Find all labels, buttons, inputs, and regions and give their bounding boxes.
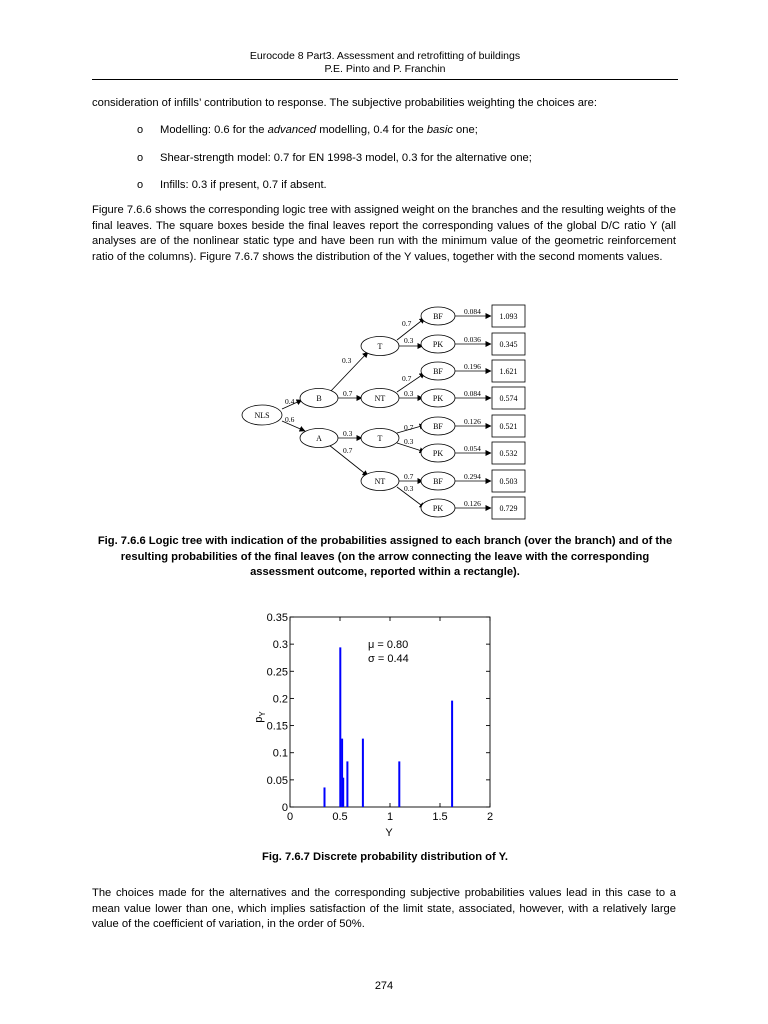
leaf-value: 0.503: [499, 477, 518, 486]
y-tick-label: 0.3: [272, 639, 288, 652]
branch-prob: 0.3: [404, 389, 414, 398]
page-number: 274: [374, 980, 394, 992]
bullet-marker: o: [137, 179, 144, 191]
leaf-probability: 0.036: [464, 335, 481, 344]
node-label: PK: [432, 449, 444, 458]
branch-prob: 0.3: [404, 336, 414, 345]
leaf-probability: 0.294: [464, 472, 481, 481]
leaf-value: 0.574: [499, 394, 518, 403]
branch-prob: 0.7: [404, 472, 414, 481]
conclusion-paragraph: The choices made for the alternatives and the corresponding subjective probabilities values lead in this case to a mean value lower than one, which implies satisfaction of the limit state, associated, however, with a relatively large value of the coefficient of variation, in the order of 50%.: [92, 887, 676, 930]
leaf-value: 0.521: [499, 422, 518, 431]
header-title: Eurocode 8 Part3. Assessment and retrofitting of buildings: [249, 50, 521, 62]
branch-prob: 0.7: [404, 423, 414, 432]
leaf-value: 0.729: [499, 504, 518, 513]
y-axis-label: [253, 711, 267, 723]
branch-prob: 0.4: [285, 397, 295, 406]
y-axis-label-main: p: [253, 716, 265, 723]
node-label: NT: [374, 394, 386, 403]
branch-prob: 0.7: [343, 446, 353, 455]
leaf-probability: 0.084: [464, 307, 481, 316]
leaf-value: 1.621: [499, 367, 518, 376]
node-label: B: [316, 394, 322, 403]
y-axis-label-sub: Y: [258, 711, 267, 717]
branch-prob: 0.3: [404, 484, 414, 493]
node-label: NLS: [254, 411, 270, 420]
x-tick-label: 2: [486, 811, 494, 823]
x-tick-label: 0.5: [332, 811, 348, 823]
leaf-value: 1.093: [499, 312, 518, 321]
intro-paragraph: consideration of infills’ contribution to response. The subjective probabilities weighting the choices are:: [92, 97, 597, 109]
node-label: PK: [432, 394, 444, 403]
x-tick-label: 1.5: [432, 811, 448, 823]
branch-prob: 0.6: [285, 415, 295, 424]
branch-prob: 0.3: [342, 356, 352, 365]
leaf-probability: 0.054: [464, 444, 481, 453]
node-label: T: [377, 434, 383, 443]
branch-prob: 0.7: [343, 389, 353, 398]
header-authors: P.E. Pinto and P. Franchin: [324, 63, 446, 75]
node-label: PK: [432, 504, 444, 513]
x-tick-label: 0: [286, 811, 294, 823]
y-tick-label: 0.15: [266, 720, 288, 733]
y-tick-label: 0.2: [272, 693, 288, 706]
node-label: BF: [433, 422, 443, 431]
y-tick-label: 0: [281, 802, 288, 814]
node-label: A: [316, 434, 322, 443]
bullet-text: Infills: 0.3 if present, 0.7 if absent.: [160, 179, 327, 191]
node-label: BF: [433, 312, 443, 321]
figure-caption-logic-tree: Fig. 7.6.6 Logic tree with indication of the probabilities assigned to each branch (over the branch) and of the resulting probabilities of the final leaves (on the arrow connecting the leave with the corresponding assessment outcome, reported within a rectangle).: [97, 535, 673, 578]
leaf-probability: 0.126: [464, 499, 481, 508]
node-label: NT: [374, 477, 386, 486]
leaf-value: 0.345: [499, 340, 518, 349]
figure-description-paragraph: Figure 7.6.6 shows the corresponding logic tree with assigned weight on the branches and the resulting weights of the final leaves. The square boxes beside the final leaves report the corresponding values of the global D/C ratio Y (all analyses are of the nonlinear static type and have been run with the minimum value of the geometric reinforcement ratio of the columns). Figure 7.6.7 shows the distribution of the Y values, together with the second moments values.: [92, 204, 676, 263]
svg-text:pY: [253, 711, 267, 723]
x-axis-label: Y: [385, 827, 393, 839]
node-label: PK: [432, 340, 444, 349]
bullet-marker: o: [137, 124, 144, 136]
y-tick-label: 0.1: [272, 747, 288, 760]
bullet-marker: o: [137, 151, 144, 164]
node-label: BF: [433, 477, 443, 486]
mean-annotation: μ = 0.80: [368, 639, 409, 651]
x-tick-label: 1: [386, 811, 394, 823]
branch-prob: 0.3: [343, 429, 353, 438]
figure-caption-distribution: Fig. 7.6.7 Discrete probability distribution of Y.: [262, 851, 508, 863]
leaf-value: 0.532: [499, 449, 518, 458]
y-tick-label: 0.35: [266, 612, 288, 624]
leaf-probability: 0.084: [464, 389, 481, 398]
node-label: BF: [433, 367, 443, 376]
bullet-text: Shear-strength model: 0.7 for EN 1998-3 model, 0.3 for the alternative one;: [160, 151, 532, 164]
branch-prob: 0.7: [402, 319, 412, 328]
bullet-text: Modelling: 0.6 for the advanced modelling, 0.4 for the basic one;: [160, 124, 478, 136]
stdev-annotation: σ = 0.44: [368, 653, 409, 665]
y-tick-label: 0.25: [266, 666, 288, 679]
branch-prob: 0.3: [404, 437, 414, 446]
node-label: T: [377, 342, 383, 351]
leaf-probability: 0.196: [464, 362, 481, 371]
y-tick-label: 0.05: [266, 774, 288, 787]
leaf-probability: 0.126: [464, 417, 481, 426]
branch-prob: 0.7: [402, 374, 412, 383]
